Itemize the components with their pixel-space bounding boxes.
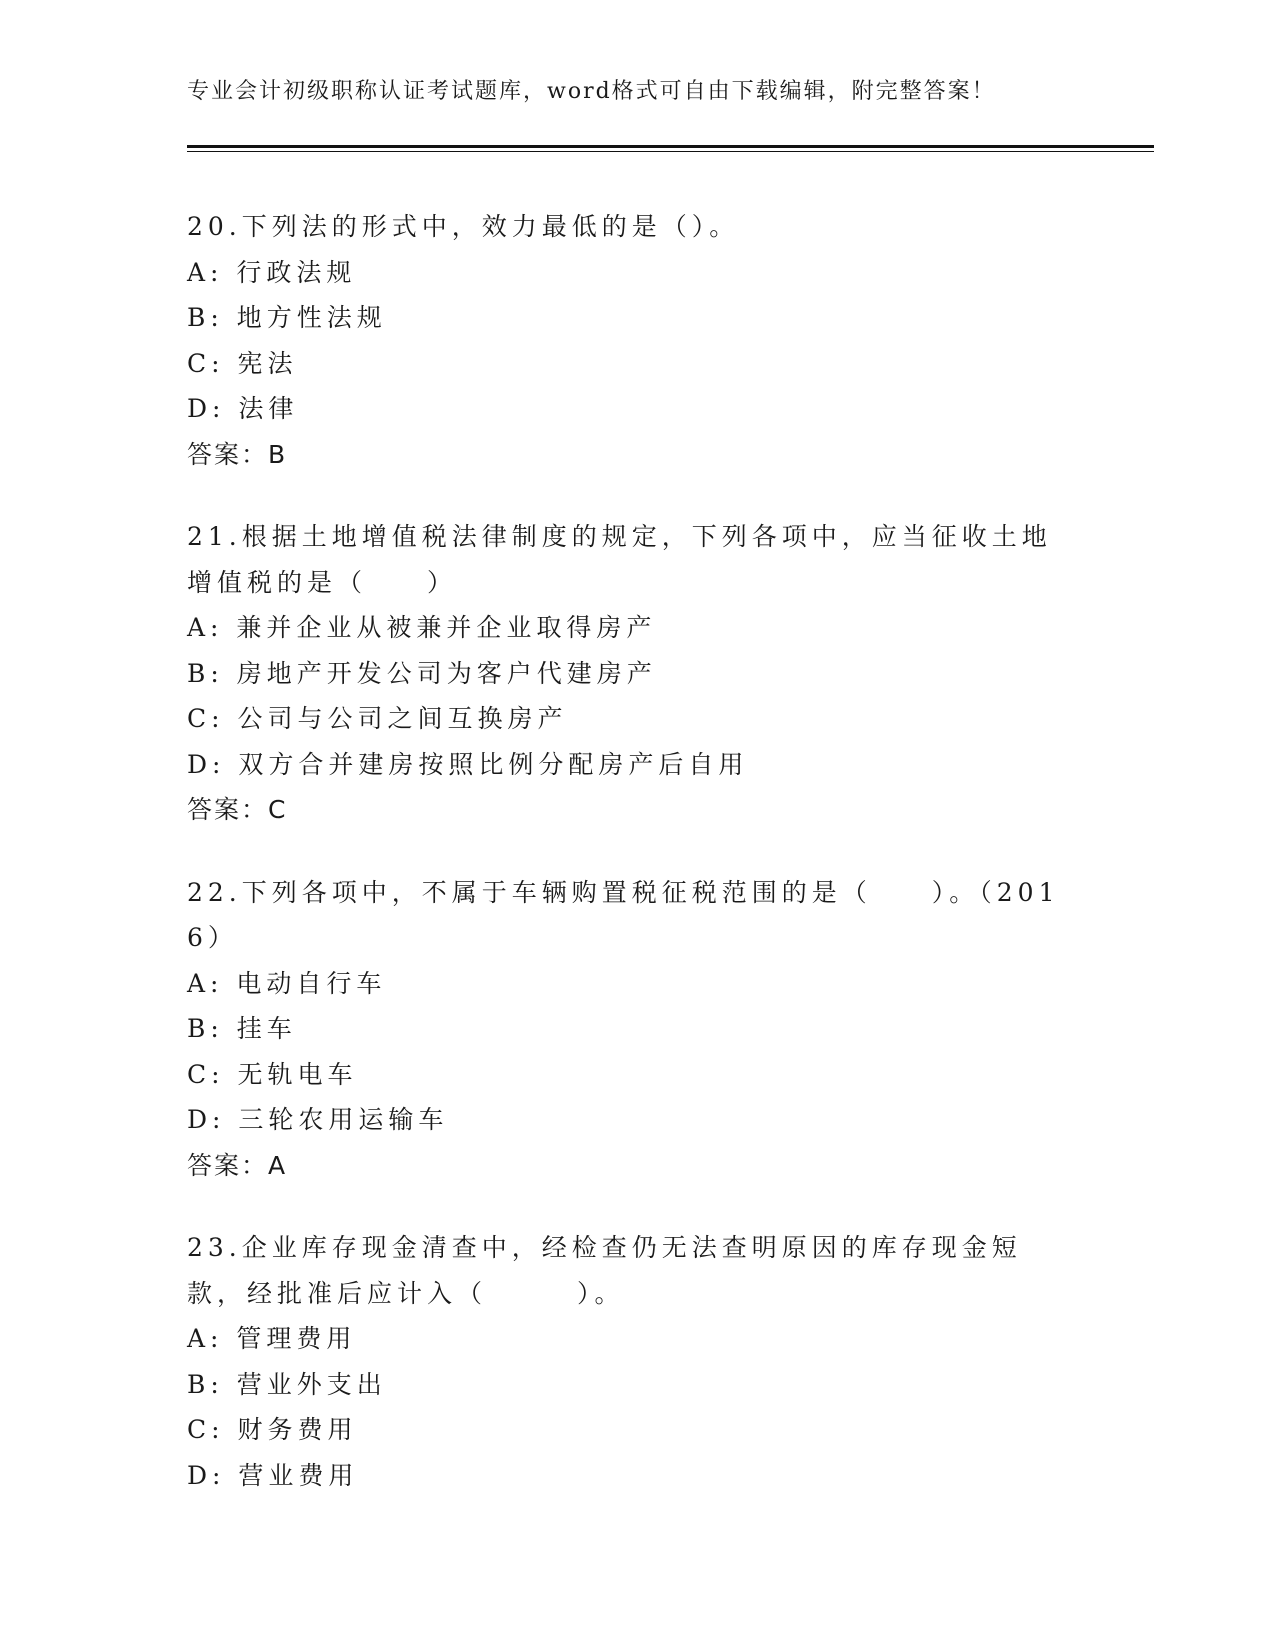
answer: 答案：A	[187, 1150, 288, 1180]
option-d: D: 三轮农用运输车	[187, 1105, 449, 1134]
page-header: 专业会计初级职称认证考试题库，word格式可自由下载编辑，附完整答案！	[187, 79, 996, 104]
question-stem: 23.企业库存现金清查中，经检查仍无法查明原因的库存现金短款，经批准后应计入（ ）。	[187, 1233, 1022, 1308]
question-21	[187, 514, 1087, 833]
option-a: A: 电动自行车	[187, 968, 387, 998]
option-c: C: 宪法	[187, 348, 298, 378]
option-b: B: 营业外支出	[187, 1369, 387, 1399]
option-d: D: 法律	[187, 394, 299, 423]
option-b: B: 地方性法规	[187, 303, 387, 332]
answer: 答案：B	[187, 439, 288, 469]
question-20	[187, 204, 1087, 477]
option-a: A: 兼并企业从被兼并企业取得房产	[187, 613, 657, 642]
question-23	[187, 1225, 1087, 1498]
header-rule-thick	[187, 145, 1154, 148]
question-list	[187, 204, 1087, 1535]
header-rule-thin	[187, 151, 1154, 152]
option-c: C: 无轨电车	[187, 1059, 358, 1089]
option-c: C: 财务费用	[187, 1415, 358, 1444]
option-c: C: 公司与公司之间互换房产	[187, 704, 568, 733]
question-stem: 22.下列各项中，不属于车辆购置税征税范围的是（ ）。（2016）	[187, 877, 1060, 952]
option-a: A: 管理费用	[187, 1324, 357, 1353]
question-22	[187, 870, 1087, 1189]
question-stem: 20.下列法的形式中，效力最低的是（）。	[187, 212, 740, 241]
option-d: D: 双方合并建房按照比例分配房产后自用	[187, 749, 749, 779]
option-d: D: 营业费用	[187, 1460, 359, 1490]
option-a: A: 行政法规	[187, 257, 357, 287]
option-b: B: 房地产开发公司为客户代建房产	[187, 658, 657, 688]
answer: 答案：C	[187, 795, 288, 824]
question-stem: 21.根据土地增值税法律制度的规定，下列各项中，应当征收土地增值税的是（ ）	[187, 522, 1052, 597]
option-b: B: 挂车	[187, 1014, 297, 1043]
